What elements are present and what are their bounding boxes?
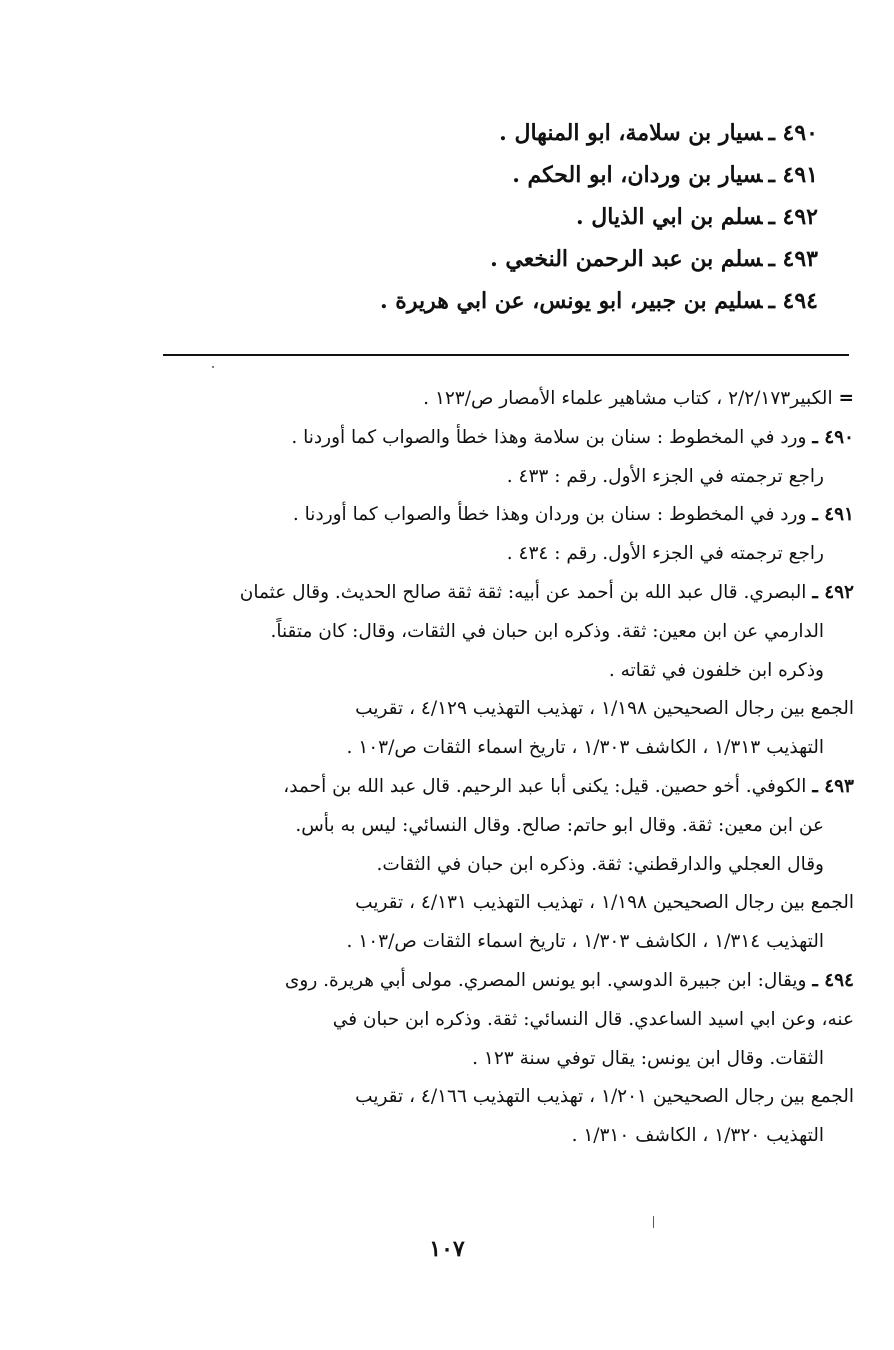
print-speck <box>653 1216 654 1228</box>
footnote-text: الجمع بين رجال الصحيحين ١/١٩٨ ، تهذيب التهذيب ٤/١٢٩ ، تقريب <box>355 698 854 720</box>
footnote-text: الكوفي. أخو حصين. قيل: يكنى أبا عبد الرحيم. قال عبد الله بن أحمد، <box>283 775 807 797</box>
narrator-entry <box>358 196 818 238</box>
footnote-line <box>150 496 854 535</box>
footnote-line <box>150 1001 854 1040</box>
footnote-text: عنه، وعن ابي اسيد الساعدي. قال النسائي: ثقة. وذكره ابن حبان في <box>332 1008 854 1030</box>
entry-number: ٤٩٤ ـ <box>768 288 818 314</box>
footnote-text: ورد في المخطوط : سنان بن وردان وهذا خطأ والصواب كما أوردنا . <box>292 504 807 526</box>
footnote-text: وذكره ابن خلفون في ثقاته . <box>608 659 824 681</box>
footnote-text: الجمع بين رجال الصحيحين ١/٢٠١ ، تهذيب التهذيب ٤/١٦٦ ، تقريب <box>355 1086 854 1108</box>
footnote-text: ويقال: ابن جبيرة الدوسي. ابو يونس المصري. مولى أبي هريرة. روى <box>284 969 807 991</box>
footnote-line <box>150 574 854 613</box>
footnote-line <box>150 690 854 729</box>
footnote-text: وقال العجلي والدارقطني: ثقة. وذكره ابن حبان في الثقات. <box>376 853 824 875</box>
narrator-entry <box>358 154 818 196</box>
footnote-line <box>150 535 854 574</box>
footnote-line <box>150 1078 854 1117</box>
footnote-text: الكبير٢/٢/١٧٣ ، كتاب مشاهير علماء الأمصار ص/١٢٣ . <box>423 388 833 409</box>
footnotes <box>150 380 854 1156</box>
footnote-line <box>150 1117 854 1156</box>
narrator-entry <box>358 280 818 322</box>
footnote-text: التهذيب ١/٣٢٠ ، الكاشف ١/٣١٠ . <box>571 1125 824 1147</box>
footnote-line <box>150 962 854 1001</box>
footnote-text: التهذيب ١/٣١٤ ، الكاشف ١/٣٠٣ ، تاريخ اسماء الثقات ص/١٠٣ . <box>346 931 824 953</box>
footnote-line <box>150 380 854 419</box>
footnote-line <box>150 458 854 497</box>
entry-text: سلم بن ابي الذيال . <box>575 204 763 230</box>
footnote-divider <box>163 354 849 356</box>
footnote-line <box>150 613 854 652</box>
footnote-number: ٤٩٤ ـ <box>812 969 854 991</box>
entry-number: ٤٩٠ ـ <box>768 120 818 146</box>
footnote-line <box>150 729 854 768</box>
footnote-text: البصري. قال عبد الله بن أحمد عن أبيه: ثقة ثقة صالح الحديث. وقال عثمان <box>239 581 807 603</box>
entry-text: سلم بن عبد الرحمن النخعي . <box>490 246 763 272</box>
footnote-text: الجمع بين رجال الصحيحين ١/١٩٨ ، تهذيب التهذيب ٤/١٣١ ، تقريب <box>355 892 854 914</box>
footnote-line <box>150 652 854 691</box>
entry-number: ٤٩٣ ـ <box>768 246 818 272</box>
entry-text: سيار بن وردان، ابو الحكم . <box>512 162 763 188</box>
entry-number: ٤٩٢ ـ <box>768 204 818 230</box>
print-speck <box>212 366 214 368</box>
narrator-list <box>358 112 818 322</box>
footnote-text: الدارمي عن ابن معين: ثقة. وذكره ابن حبان في الثقات، وقال: كان متقناً. <box>270 620 824 642</box>
footnote-number: ٤٩٢ ـ <box>812 581 854 603</box>
entry-text: سيار بن سلامة، ابو المنهال . <box>499 120 763 146</box>
footnote-line <box>150 884 854 923</box>
footnote-marker: = <box>838 388 854 409</box>
narrator-entry <box>358 238 818 280</box>
footnote-line <box>150 419 854 458</box>
footnote-number: ٤٩١ ـ <box>812 504 854 526</box>
footnote-number: ٤٩٣ ـ <box>812 775 854 797</box>
page-number: ١٠٧ <box>429 1236 465 1262</box>
footnote-text: عن ابن معين: ثقة. وقال ابو حاتم: صالح. وقال النسائي: ليس به بأس. <box>295 814 824 836</box>
footnote-text: الثقات. وقال ابن يونس: يقال توفي سنة ١٢٣ . <box>472 1047 824 1069</box>
footnote-text: راجع ترجمته في الجزء الأول. رقم : ٤٣٤ . <box>506 543 824 565</box>
entry-number: ٤٩١ ـ <box>768 162 818 188</box>
footnote-line <box>150 846 854 885</box>
footnote-line <box>150 1040 854 1079</box>
footnote-text: ورد في المخطوط : سنان بن سلامة وهذا خطأ والصواب كما أوردنا . <box>291 426 807 448</box>
narrator-entry <box>358 112 818 154</box>
footnote-text: راجع ترجمته في الجزء الأول. رقم : ٤٣٣ . <box>506 465 824 487</box>
footnote-line <box>150 807 854 846</box>
footnote-number: ٤٩٠ ـ <box>812 426 854 448</box>
entry-text: سليم بن جبير، ابو يونس، عن ابي هريرة . <box>379 288 763 314</box>
footnote-text: التهذيب ١/٣١٣ ، الكاشف ١/٣٠٣ ، تاريخ اسماء الثقات ص/١٠٣ . <box>346 737 824 759</box>
footnote-line <box>150 923 854 962</box>
footnote-line <box>150 768 854 807</box>
